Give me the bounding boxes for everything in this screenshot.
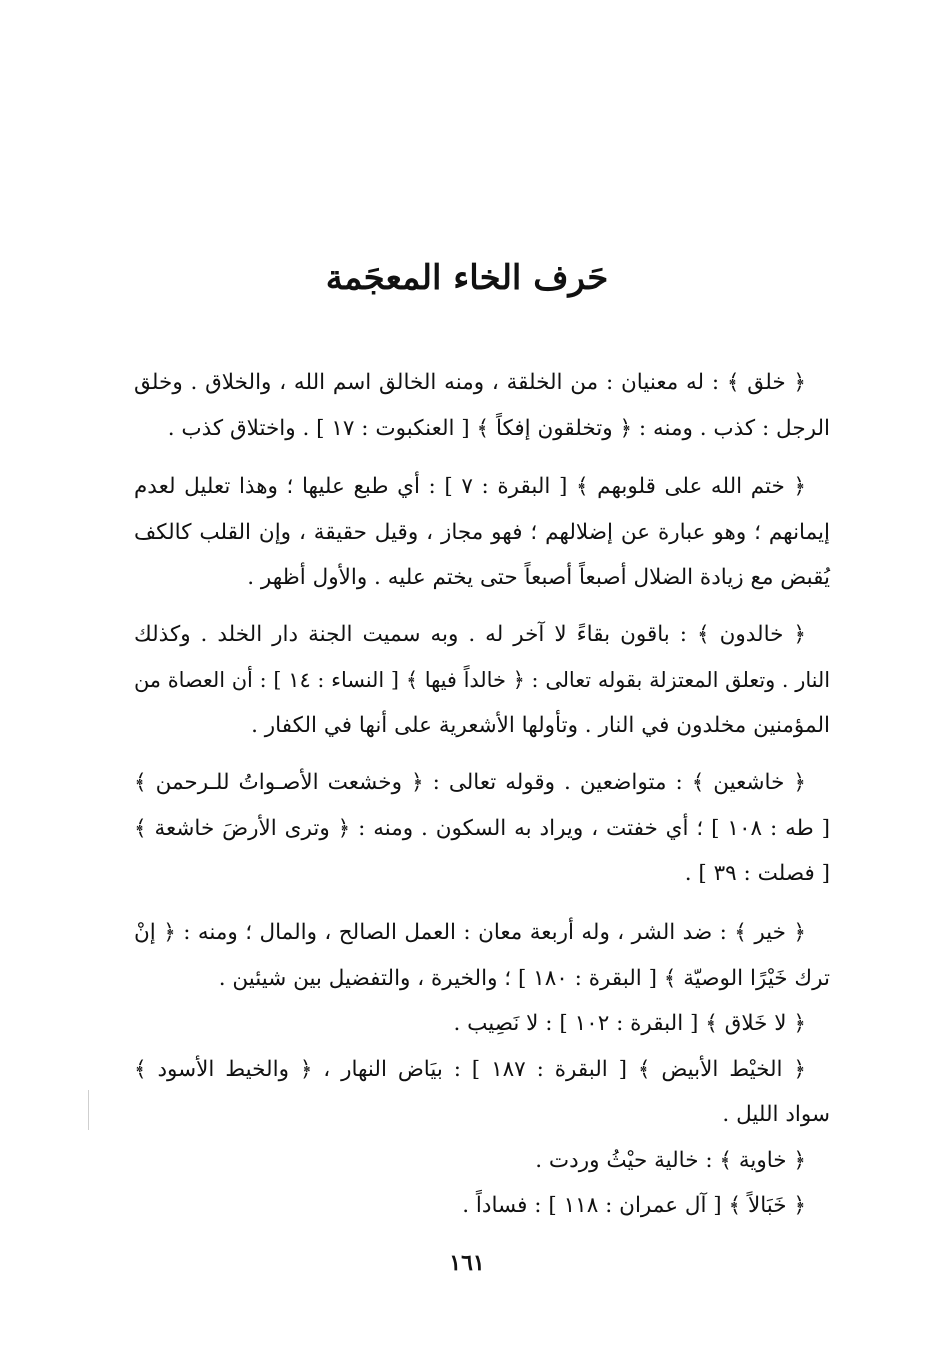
margin-mark bbox=[88, 1090, 89, 1130]
text-line: ﴿ خاوية ﴾ : خالية حيْثُ وردت . bbox=[535, 1147, 806, 1173]
entry-khatama bbox=[134, 464, 830, 601]
text-line: يُقبض مع زيادة الضلال أصبعاً أصبعاً حتى يختم عليه . والأول أظهر . bbox=[247, 565, 830, 590]
text-line: إيمانهم ؛ وهو عبارة عن إضلالهم ؛ فهو مجاز ، وقيل حقيقة ، وإن القلب كالكف bbox=[134, 519, 830, 545]
text-line: سواد الليل . bbox=[722, 1102, 830, 1127]
text-line: ﴿ خلق ﴾ : له معنيان : من الخلقة ، ومنه الخالق اسم الله ، والخلاق . وخلق bbox=[134, 370, 806, 395]
text-line: ﴿ خاشعين ﴾ : متواضعين . وقوله تعالى : ﴿ وخشعت الأصـواتُ للـرحمن ﴾ bbox=[134, 770, 806, 795]
text-line: الرجل : كذب . ومنه : ﴿ وتخلقون إفكاً ﴾ [ العنكبوت : ١٧ ] . واختلاق كذب . bbox=[167, 415, 830, 441]
text-line: ﴿ خَبَالاً ﴾ [ آل عمران : ١١٨ ] : فساداً . bbox=[462, 1193, 806, 1218]
text-line: ﴿ خير ﴾ : ضد الشر ، وله أربعة معان : العمل الصالح ، والمال ؛ ومنه : ﴿ إنْ bbox=[134, 920, 806, 945]
text-line: ترك خَيْرًا الوصيّة ﴾ [ البقرة : ١٨٠ ] ؛ والخيرة ، والتفضيل بين شيئين . bbox=[218, 965, 830, 991]
page-number: ١٦١ bbox=[449, 1250, 485, 1276]
entry-khashiin bbox=[134, 760, 830, 897]
entry-khalaqa bbox=[134, 360, 830, 451]
chapter-title: حَرف الخاء المعجَمة bbox=[325, 258, 609, 298]
text-line: ﴿ لا خَلاق ﴾ [ البقرة : ١٠٢ ] : لا نَصِيب . bbox=[453, 1011, 806, 1036]
text-line: ﴿ خالدون ﴾ : باقون بقاءً لا آخر له . وبه سميت الجنة دار الخلد . وكذلك bbox=[134, 622, 806, 647]
entry-khalidun bbox=[134, 612, 830, 749]
text-line: [ طه : ١٠٨ ] ؛ أي خفتت ، ويراد به السكون . ومنه : ﴿ وترى الأرضَ خاشعة ﴾ bbox=[134, 815, 830, 841]
text-line: المؤمنين مخلدون في النار . وتأولها الأشعرية على أنها في الكفار . bbox=[251, 713, 830, 738]
text-line: ﴿ الخيْط الأبيض ﴾ [ البقرة : ١٨٧ ] : بيَاض النهار ، ﴿ والخيط الأسود ﴾ bbox=[134, 1056, 807, 1082]
text-line: [ فصلت : ٣٩ ] . bbox=[684, 861, 830, 886]
text-line: النار . وتعلق المعتزلة بقوله تعالى : ﴿ خالداً فيها ﴾ [ النساء : ١٤ ] : أن العصاة من bbox=[134, 667, 831, 692]
text-line: ﴿ ختم الله على قلوبهم ﴾ [ البقرة : ٧ ] : أي طبع عليها ؛ وهذا تعليل لعدم bbox=[134, 474, 806, 499]
entry-khayr bbox=[134, 910, 830, 1229]
